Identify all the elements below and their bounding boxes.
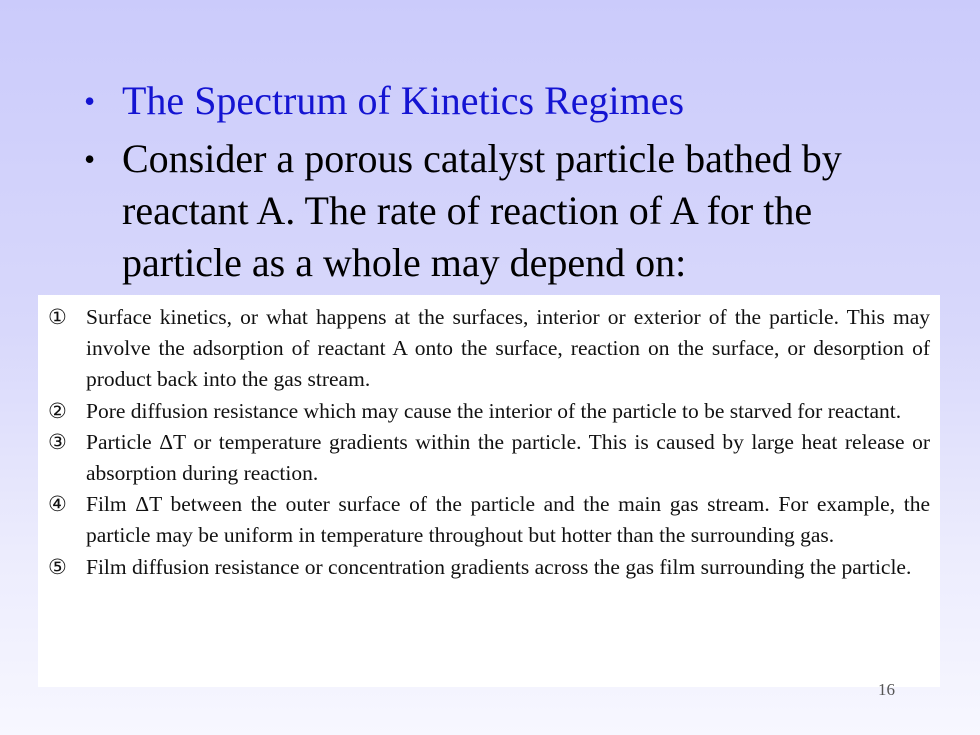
excerpt-item-text: Surface kinetics, or what happens at the surfaces, interior or exterior of the particle. This may involve the adsorption of reactant A onto the surface, reaction on the surface, or desorption of product back into the gas stream. xyxy=(86,305,930,392)
page-number: 16 xyxy=(878,680,895,699)
excerpt-item-text: Pore diffusion resistance which may cause the interior of the particle to be starved for reactant. xyxy=(86,398,902,423)
circled-number-5: ⑤ xyxy=(48,554,67,579)
bullet-dot-icon: • xyxy=(84,83,96,119)
circled-number-1: ① xyxy=(48,305,67,329)
bullet-dot-icon: • xyxy=(84,141,96,177)
excerpt-item-text: Particle ΔT or temperature gradients within the particle. This is caused by large heat release or absorption during reaction. xyxy=(86,429,930,486)
circled-number-4: ④ xyxy=(48,492,67,517)
intro-text: Consider a porous catalyst particle bathed by reactant A. The rate of reaction of A for the particle as a whole may depend on: xyxy=(122,136,842,285)
circled-number-2: ② xyxy=(48,398,67,423)
bullet-intro xyxy=(80,133,940,289)
excerpt-item-film-delta-t xyxy=(48,489,930,551)
excerpt-item-film-diffusion xyxy=(48,552,930,583)
excerpt-item-pore-diffusion xyxy=(48,396,930,427)
excerpt-item-surface-kinetics xyxy=(48,302,930,396)
circled-number-3: ③ xyxy=(48,429,67,454)
bullet-slide-title xyxy=(80,75,940,127)
excerpt-item-text: Film diffusion resistance or concentration gradients across the gas film surrounding the particle. xyxy=(86,554,912,579)
slide-title-text: The Spectrum of Kinetics Regimes xyxy=(122,78,685,123)
excerpt-item-text: Film ΔT between the outer surface of the particle and the main gas stream. For example, the particle may be uniform in temperature throughout but hotter than the surrounding gas. xyxy=(86,492,930,548)
bullet-list xyxy=(80,75,940,295)
textbook-excerpt xyxy=(38,295,940,687)
excerpt-item-particle-delta-t xyxy=(48,427,930,489)
